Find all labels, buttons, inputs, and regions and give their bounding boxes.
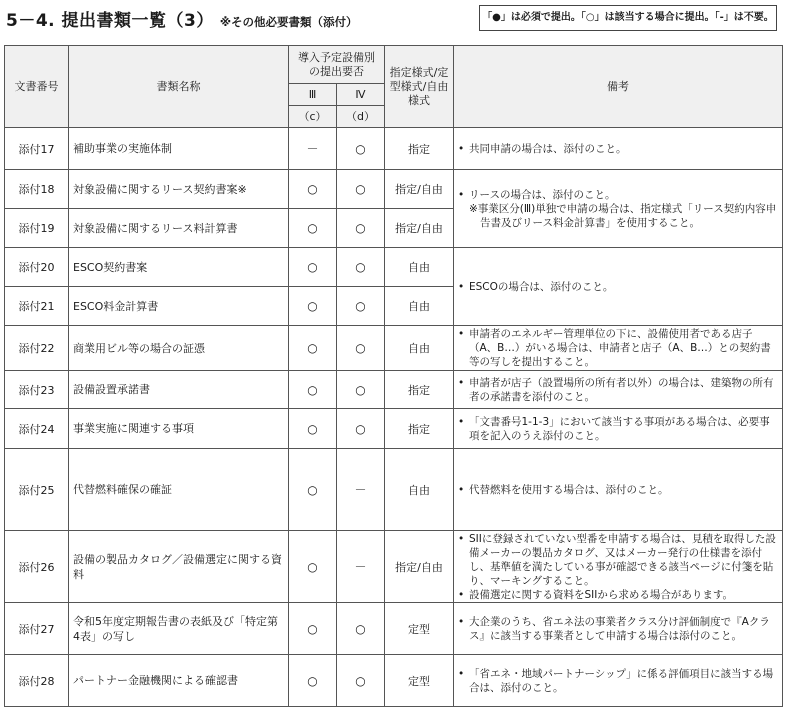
remark-text: • リースの場合は、添付のこと。 — [458, 188, 778, 202]
doc-name: 補助事業の実施体制 — [69, 128, 289, 170]
req-c: ○ — [289, 248, 337, 287]
req-c: ○ — [289, 655, 337, 707]
doc-number: 添付25 — [5, 449, 69, 531]
doc-name: 対象設備に関するリース契約書案※ — [69, 170, 289, 209]
doc-name: 対象設備に関するリース料計算書 — [69, 209, 289, 248]
remark-cell — [454, 371, 783, 409]
req-c: ○ — [289, 170, 337, 209]
req-c: ○ — [289, 209, 337, 248]
header-remarks: 備考 — [454, 46, 783, 128]
req-d: － — [337, 531, 385, 603]
req-c: ○ — [289, 409, 337, 449]
req-c: ○ — [289, 287, 337, 326]
doc-number: 添付26 — [5, 531, 69, 603]
remark-text: • 「省エネ・地域パートナーシップ」に係る評価項目に該当する場合は、添付のこと。 — [458, 667, 778, 695]
table-row — [5, 655, 783, 707]
header-col-3-sub: （c） — [289, 106, 337, 128]
remark-text: • 代替燃料を使用する場合は、添付のこと。 — [458, 483, 778, 497]
remark-text: • 「文書番号1-1-3」において該当する事項がある場合は、必要事項を記入のうえ添付のこと。 — [458, 415, 778, 443]
remark-text: • ESCOの場合は、添付のこと。 — [458, 280, 778, 294]
document-table — [4, 45, 783, 707]
doc-number: 添付17 — [5, 128, 69, 170]
remark-cell — [454, 655, 783, 707]
doc-number: 添付20 — [5, 248, 69, 287]
format-type: 自由 — [385, 326, 454, 371]
format-type: 指定 — [385, 128, 454, 170]
req-c: ○ — [289, 371, 337, 409]
remark-cell — [454, 248, 783, 326]
remark-cell — [454, 409, 783, 449]
doc-name: 設備設置承諾書 — [69, 371, 289, 409]
req-c: － — [289, 128, 337, 170]
subtitle-text: ※その他必要書類（添付） — [219, 15, 358, 29]
header-col-4: Ⅳ — [337, 84, 385, 106]
legend-box: 「●」は必須で提出。「○」は該当する場合に提出。「-」は不要。 — [479, 5, 777, 31]
header-doc-name: 書類名称 — [69, 46, 289, 128]
header-col-4-sub: （d） — [337, 106, 385, 128]
req-d: ○ — [337, 409, 385, 449]
req-d: ○ — [337, 128, 385, 170]
format-type: 自由 — [385, 287, 454, 326]
format-type: 定型 — [385, 655, 454, 707]
req-c: ○ — [289, 531, 337, 603]
req-c: ○ — [289, 326, 337, 371]
req-d: ○ — [337, 170, 385, 209]
req-c: ○ — [289, 603, 337, 655]
remark-cell — [454, 603, 783, 655]
remark-text: • 申請者のエネルギー管理単位の下に、設備使用者である店子（A、B…）がいる場合は、申請者と店子（A、B…）との契約書等の写しを提出すること。 — [458, 327, 778, 369]
remark-text: • SIIに登録されていない型番を申請する場合は、見積を取得した設備メーカーの製品カタログ、又はメーカー発行の仕様書を添付し、基準値を満たしている事が確認できる該当ページに付箋を貼り、マーキングすること。 — [458, 532, 778, 588]
remark-text: • 大企業のうち、省エネ法の事業者クラス分け評価制度で『Aクラス』に該当する事業者として申請する場合は添付のこと。 — [458, 615, 778, 643]
doc-number: 添付24 — [5, 409, 69, 449]
req-c: ○ — [289, 449, 337, 531]
table-row — [5, 170, 783, 209]
doc-name: 代替燃料確保の確証 — [69, 449, 289, 531]
doc-number: 添付19 — [5, 209, 69, 248]
doc-number: 添付21 — [5, 287, 69, 326]
doc-name: パートナー金融機関による確認書 — [69, 655, 289, 707]
req-d: ○ — [337, 248, 385, 287]
remark-note: ※事業区分(Ⅲ)単独で申請の場合は、指定様式「リース契約内容申告書及びリース料金計算書」を使用すること。 — [469, 202, 777, 229]
req-d: ○ — [337, 603, 385, 655]
remark-cell — [454, 449, 783, 531]
doc-number: 添付27 — [5, 603, 69, 655]
format-type: 指定 — [385, 409, 454, 449]
remark-cell — [454, 531, 783, 603]
header-req-group: 導入予定設備別の提出要否 — [289, 46, 385, 84]
format-type: 指定/自由 — [385, 209, 454, 248]
format-type: 指定 — [385, 371, 454, 409]
doc-name: 商業用ビル等の場合の証憑 — [69, 326, 289, 371]
table-row — [5, 603, 783, 655]
header-doc-no: 文書番号 — [5, 46, 69, 128]
table-row — [5, 128, 783, 170]
doc-number: 添付22 — [5, 326, 69, 371]
format-type: 指定/自由 — [385, 170, 454, 209]
doc-name: 設備の製品カタログ／設備選定に関する資料 — [69, 531, 289, 603]
header-col-3: Ⅲ — [289, 84, 337, 106]
remark-text: • 設備選定に関する資料をSIIから求める場合があります。 — [458, 588, 778, 602]
format-type: 指定/自由 — [385, 531, 454, 603]
remark-cell — [454, 170, 783, 248]
req-d: ○ — [337, 287, 385, 326]
table-row — [5, 248, 783, 287]
req-d: ○ — [337, 209, 385, 248]
doc-number: 添付18 — [5, 170, 69, 209]
doc-number: 添付28 — [5, 655, 69, 707]
remark-cell — [454, 326, 783, 371]
req-d: ○ — [337, 326, 385, 371]
doc-name: ESCO契約書案 — [69, 248, 289, 287]
remark-cell — [454, 128, 783, 170]
remark-text: • 共同申請の場合は、添付のこと。 — [458, 142, 778, 156]
format-type: 自由 — [385, 248, 454, 287]
table-row — [5, 326, 783, 371]
doc-name: 令和5年度定期報告書の表紙及び「特定第4表」の写し — [69, 603, 289, 655]
format-type: 自由 — [385, 449, 454, 531]
table-row — [5, 531, 783, 603]
doc-name: ESCO料金計算書 — [69, 287, 289, 326]
doc-number: 添付23 — [5, 371, 69, 409]
title-text: 5－4. 提出書類一覧（3） — [6, 11, 214, 31]
table-row — [5, 371, 783, 409]
req-d: ○ — [337, 655, 385, 707]
page-title — [6, 6, 358, 34]
req-d: － — [337, 449, 385, 531]
table-row — [5, 449, 783, 531]
remark-text: • 申請者が店子（設置場所の所有者以外）の場合は、建築物の所有者の承諾書を添付のこと。 — [458, 376, 778, 404]
header-format: 指定様式/定型様式/自由様式 — [385, 46, 454, 128]
req-d: ○ — [337, 371, 385, 409]
format-type: 定型 — [385, 603, 454, 655]
table-row — [5, 409, 783, 449]
doc-name: 事業実施に関連する事項 — [69, 409, 289, 449]
